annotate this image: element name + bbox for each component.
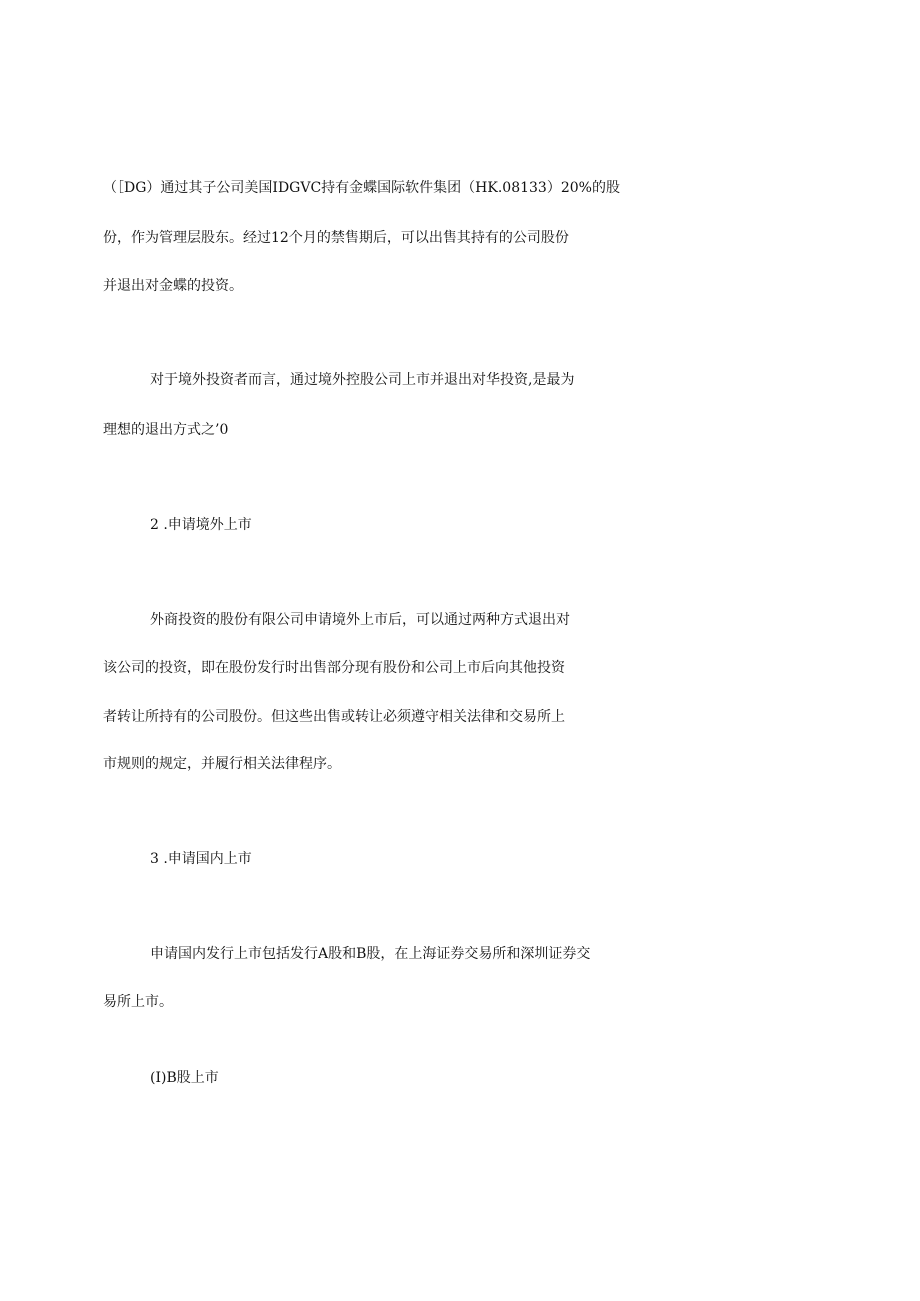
paragraph-overseas-line-2: 该公司的投资，即在股份发行时出售部分现有股份和公司上市后向其他投资	[103, 660, 565, 676]
paragraph-overseas-line-4: 市规则的规定，并履行相关法律程序。	[103, 756, 341, 772]
paragraph-domestic-line-1: 申请国内发行上市包括发行A股和B股，在上海证券交易所和深圳证券交	[150, 946, 591, 962]
paragraph-overseas-line-3: 者转让所持有的公司股份。但这些出售或转让必须遵守相关法律和交易所上	[103, 709, 565, 725]
heading-overseas-listing: 2 .申请境外上市	[150, 517, 252, 533]
paragraph-domestic-line-2: 易所上市。	[103, 994, 173, 1010]
paragraph-offshore-line-1: 对于境外投资者而言，通过境外控股公司上市并退出对华投资,是最为	[150, 372, 575, 388]
heading-b-share-listing: (I)B股上市	[150, 1070, 219, 1086]
paragraph-idg-line-2: 份，作为管理层股东。经过12个月的禁售期后，可以出售其持有的公司股份	[103, 230, 569, 246]
paragraph-offshore-line-2: 理想的退出方式之’0	[103, 422, 229, 438]
heading-domestic-listing: 3 .申请国内上市	[150, 851, 252, 867]
paragraph-overseas-line-1: 外商投资的股份有限公司申请境外上市后，可以通过两种方式退出对	[150, 612, 570, 628]
paragraph-idg-line-1: （［DG）通过其子公司美国IDGVC持有金蝶国际软件集团（HK.08133）20%的股	[103, 180, 620, 196]
paragraph-idg-line-3: 并退出对金蝶的投资。	[103, 278, 243, 294]
